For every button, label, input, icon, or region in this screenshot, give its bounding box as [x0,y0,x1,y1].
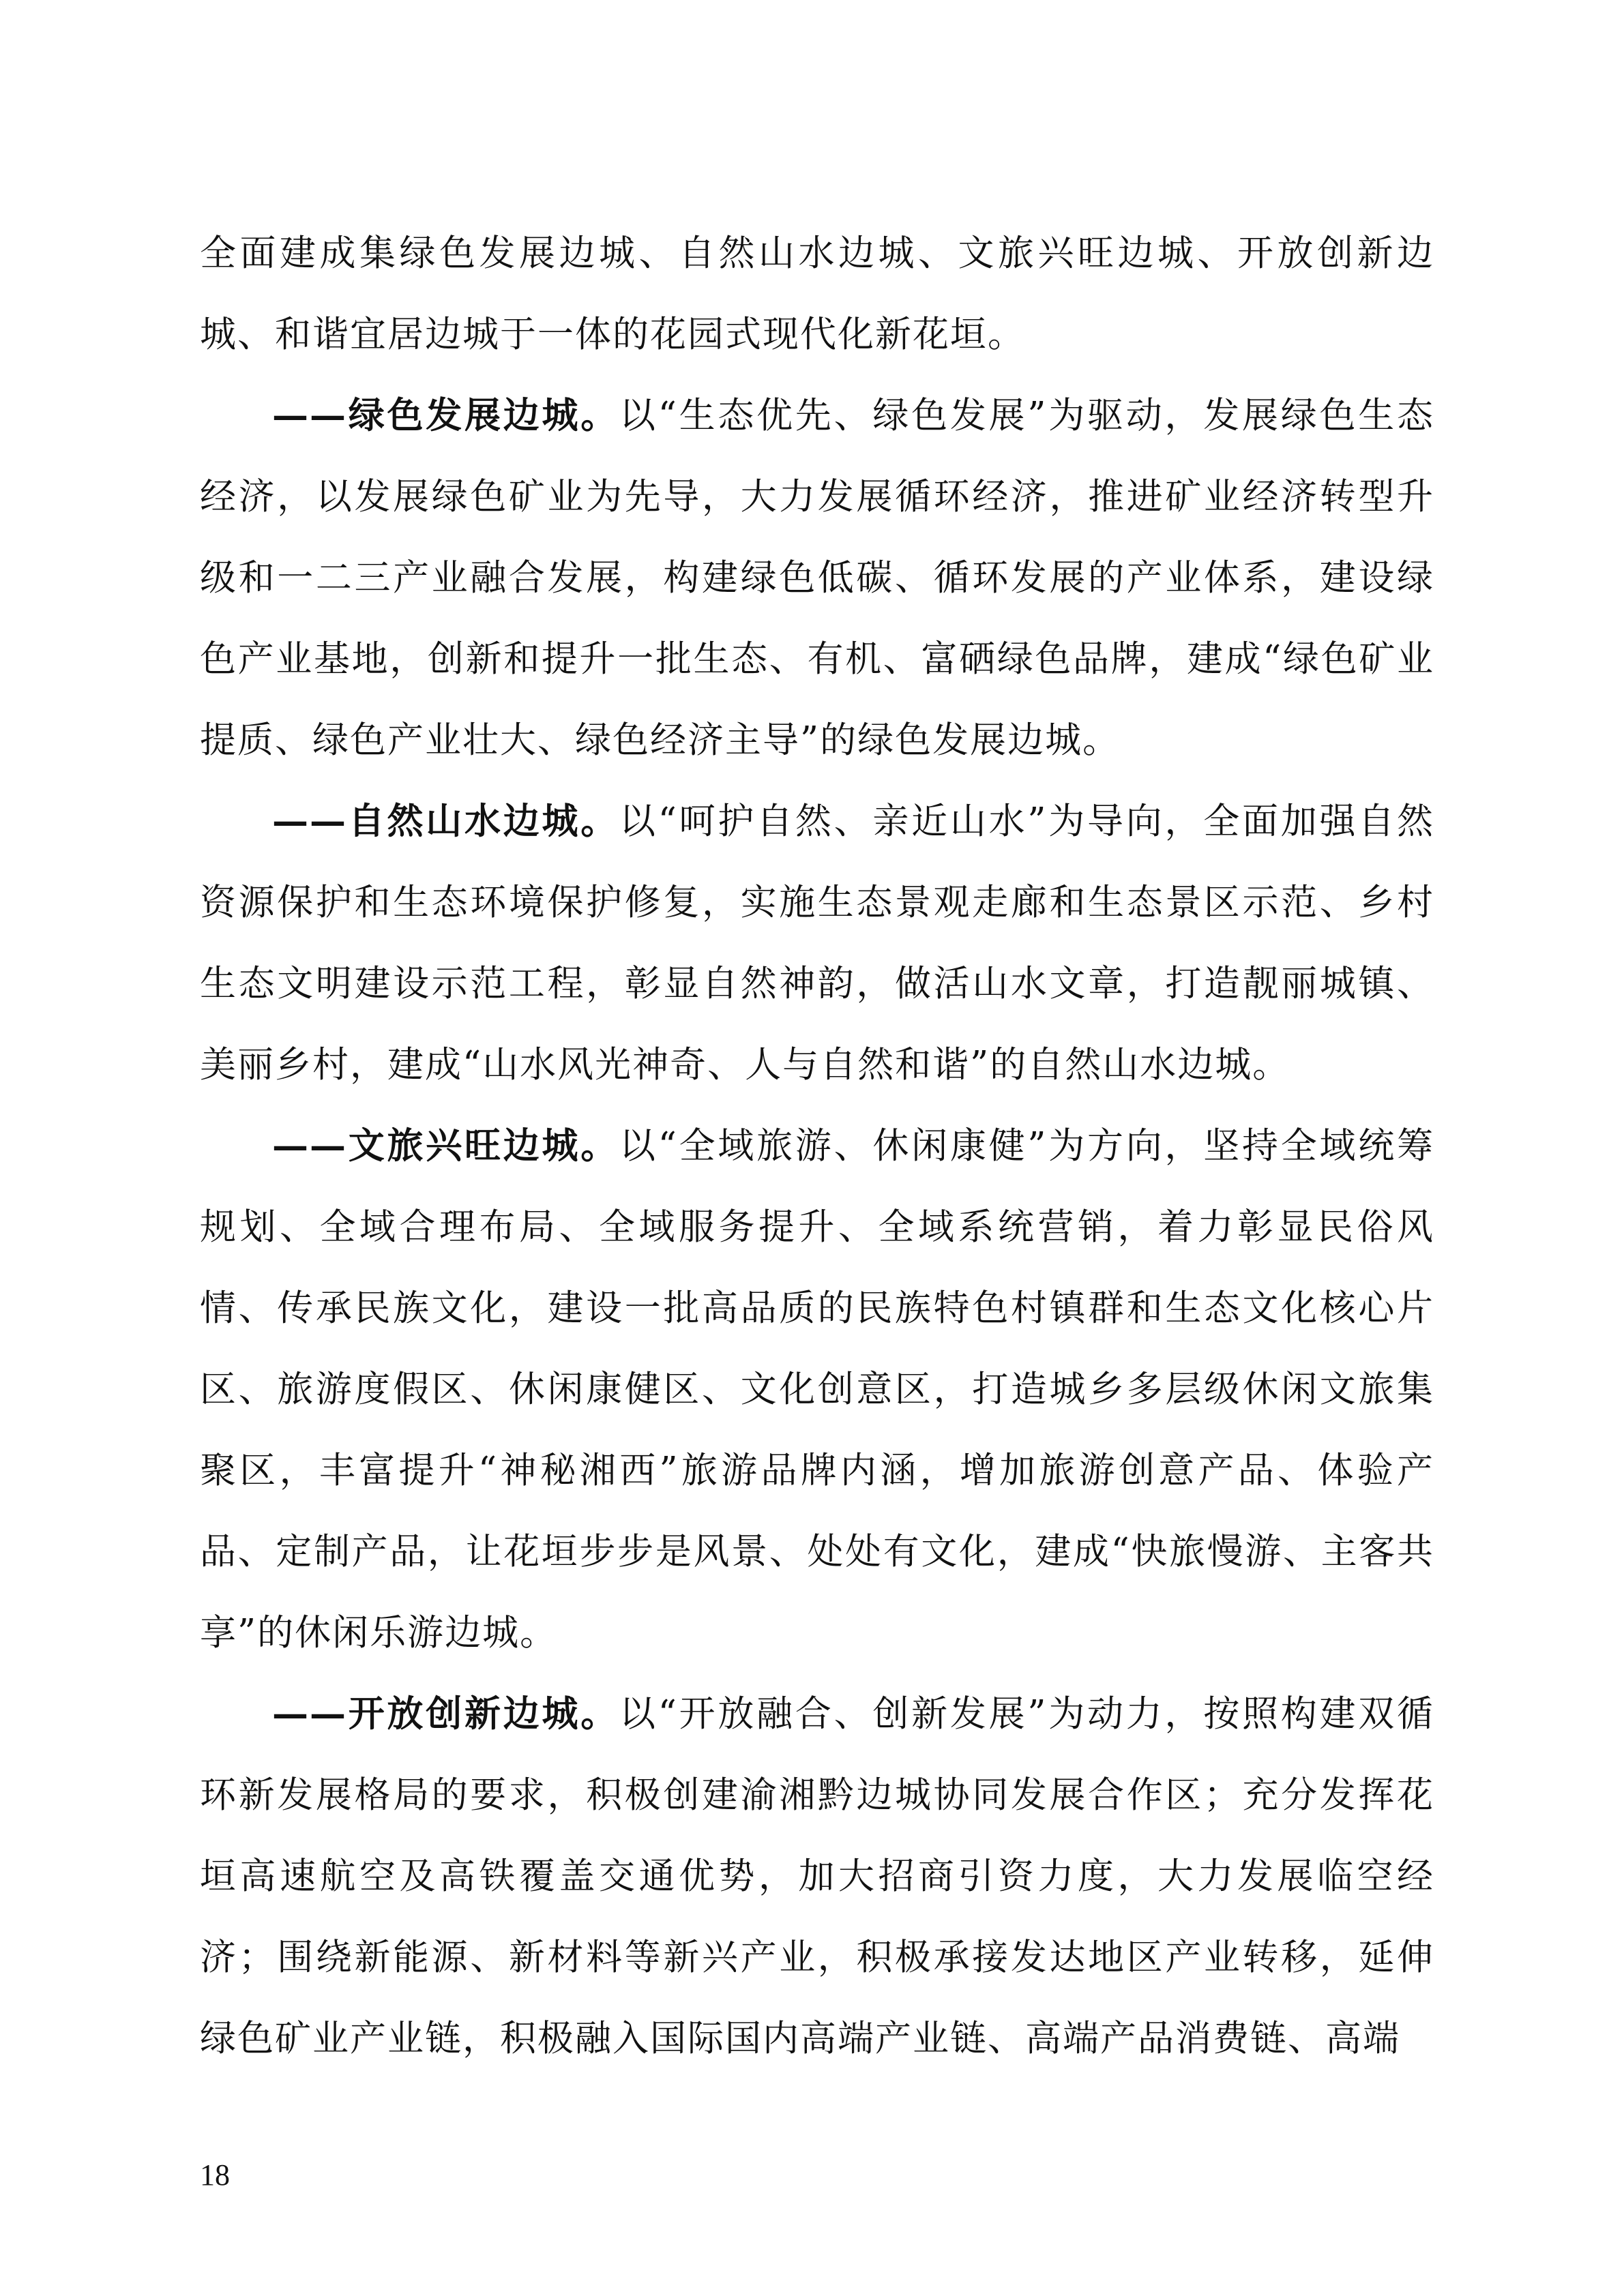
paragraph-heading: ——绿色发展边城。 [272,394,620,436]
body-text [200,213,1434,2079]
page-number: 18 [200,2158,230,2192]
paragraph-text: 全面建成集绿色发展边城、自然山水边城、文旅兴旺边城、开放创新边城、和谐宜居边城于一体的花园式现代化新花垣。 [200,233,1434,355]
paragraph-text: 以“生态优先、绿色发展”为驱动，发展绿色生态经济，以发展绿色矿业为先导，大力发展循环经济，推进矿业经济转型升级和一二三产业融合发展，构建绿色低碳、循环发展的产业体系，建设绿色产业基地，创新和提升一批生态、有机、富硒绿色品牌，建成“绿色矿业提质、绿色产业壮大、绿色经济主导”的绿色发展边城。 [200,395,1434,761]
paragraph-text: 以“全域旅游、休闲康健”为方向，坚持全域统筹规划、全域合理布局、全域服务提升、全域系统营销，着力彰显民俗风情、传承民族文化，建设一批高品质的民族特色村镇群和生态文化核心片区、旅游度假区、休闲康健区、文化创意区，打造城乡多层级休闲文旅集聚区，丰富提升“神秘湘西”旅游品牌内涵，增加旅游创意产品、体验产品、定制产品，让花垣步步是风景、处处有文化，建成“快旅慢游、主客共享”的休闲乐游边城。 [200,1125,1434,1654]
paragraph-natural-landscape [200,781,1434,1105]
paragraph-text: 以“呵护自然、亲近山水”为导向，全面加强自然资源保护和生态环境保护修复，实施生态景观走廊和生态景区示范、乡村生态文明建设示范工程，彰显自然神韵，做活山水文章，打造靓丽城镇、美丽乡村，建成“山水风光神奇、人与自然和谐”的自然山水边城。 [200,801,1434,1086]
paragraph-text: 以“开放融合、创新发展”为动力，按照构建双循环新发展格局的要求，积极创建渝湘黔边城协同发展合作区；充分发挥花垣高速航空及高铁覆盖交通优势，加大招商引资力度，大力发展临空经济；围绕新能源、新材料等新兴产业，积极承接发达地区产业转移，延伸绿色矿业产业链，积极融入国际国内高端产业链、高端产品消费链、高端 [200,1693,1434,2059]
paragraph-heading: ——文旅兴旺边城。 [272,1124,620,1167]
paragraph-intro [200,213,1434,375]
paragraph-culture-tourism [200,1105,1434,1673]
paragraph-green-development [200,375,1434,781]
paragraph-heading: ——自然山水边城。 [272,800,620,842]
paragraph-open-innovation [200,1673,1434,2079]
paragraph-heading: ——开放创新边城。 [272,1693,620,1735]
